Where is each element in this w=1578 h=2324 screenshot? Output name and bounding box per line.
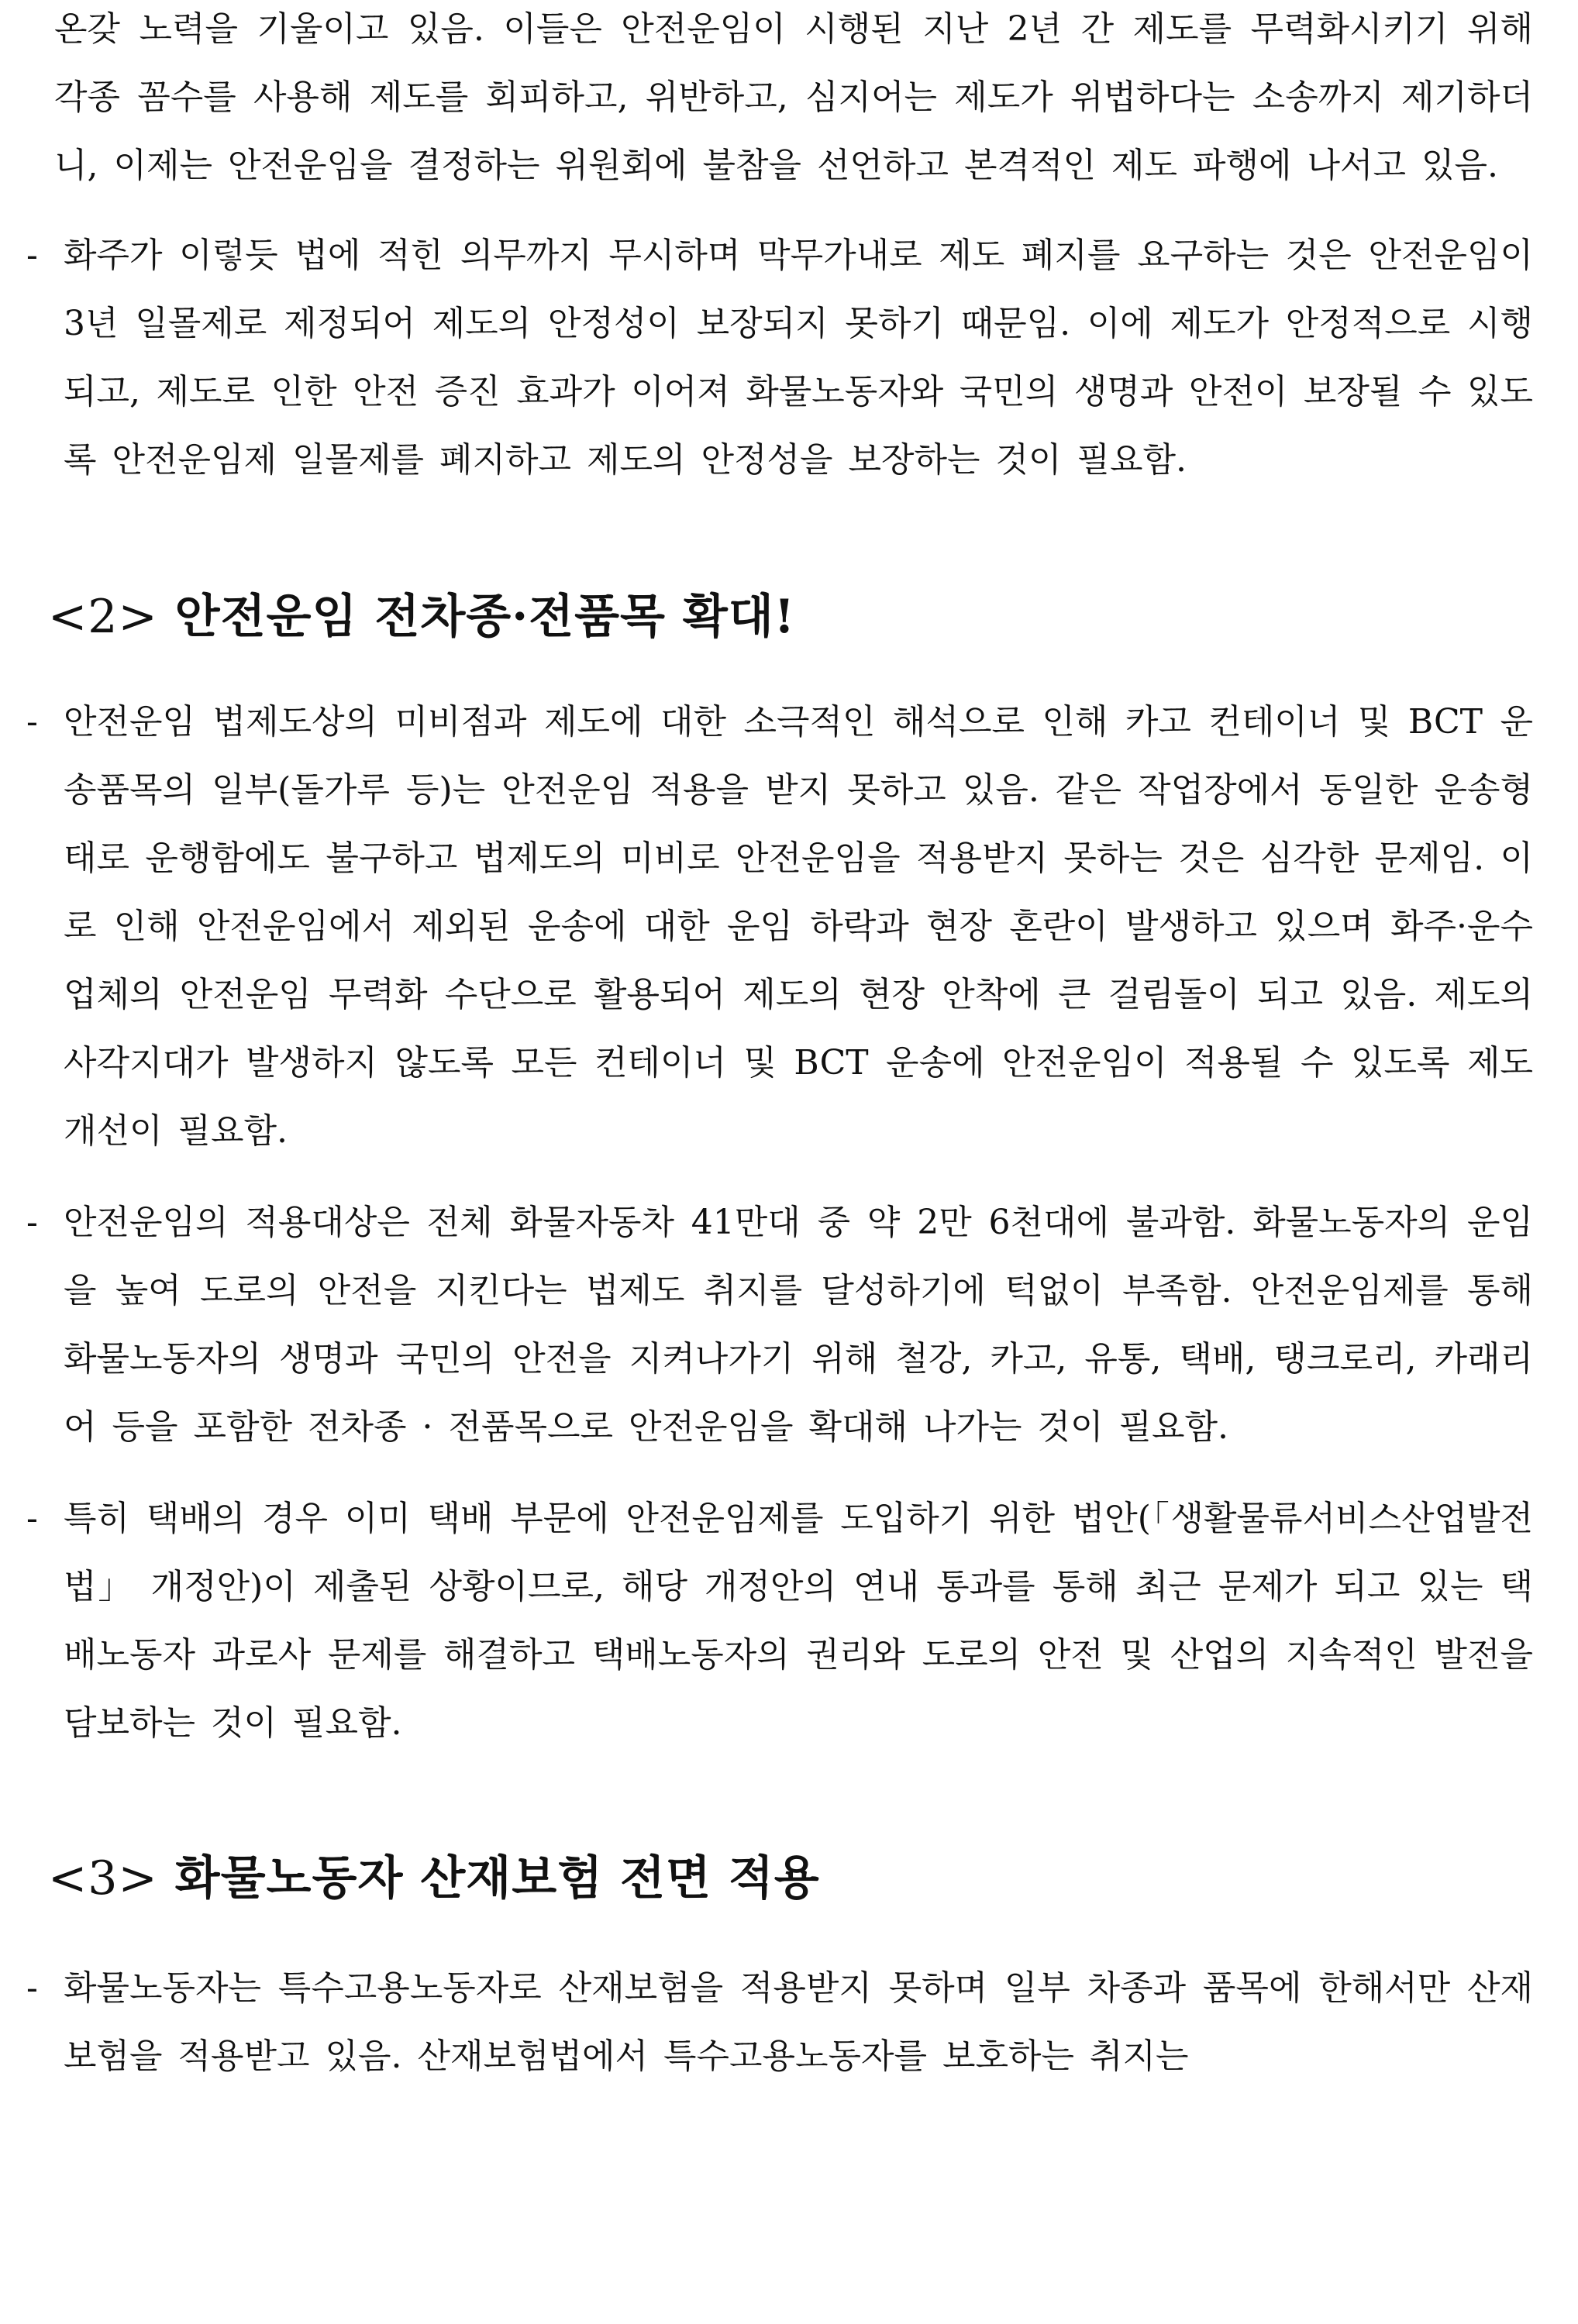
bullet-item [26, 688, 1533, 1165]
bullet-text: 특히 택배의 경우 이미 택배 부문에 안전운임제를 도입하기 위한 법안(「생활물류서비스산업발전법」 개정안)이 제출된 상황이므로, 해당 개정안의 연내 통과를 통해 최근 문제가 되고 있는 택배노동자 과로사 문제를 해결하고 택배노동자의 권리와 도로의 안전 및 산업의 지속적인 발전을 담보하는 것이 필요함. [64, 1499, 1533, 1743]
dash-marker: - [26, 236, 38, 275]
bullet-paragraph [26, 1485, 1533, 1758]
section-title: 안전운임 전차종·전품목 확대! [174, 590, 796, 644]
bullet-text: 안전운임 법제도상의 미비점과 제도에 대한 소극적인 해석으로 인해 카고 컨테이너 및 BCT 운송품목의 일부(돌가루 등)는 안전운임 적용을 받지 못하고 있음. 같은 작업장에서 동일한 운송형태로 운행함에도 불구하고 법제도의 미비로 안전운임을 적용받지 못하는 것은 심각한 문제임. 이로 인해 안전운임에서 제외된 운송에 대한 운임 하락과 현장 혼란이 발생하고 있으며 화주·운수업체의 안전운임 무력화 수단으로 활용되어 제도의 현장 안착에 큰 걸림돌이 되고 있음. 제도의 사각지대가 발생하지 않도록 모든 컨테이너 및 BCT 운송에 안전운임이 적용될 수 있도록 제도개선이 필요함. [64, 702, 1533, 1151]
bullet-item [26, 1485, 1533, 1758]
bullet-paragraph [26, 222, 1533, 494]
section-number: <2> [48, 590, 158, 644]
dash-marker: - [26, 1968, 38, 2008]
section-heading [45, 586, 1533, 648]
paragraph-continuation [45, 0, 1533, 200]
bullet-text: 화주가 이렇듯 법에 적힌 의무까지 무시하며 막무가내로 제도 폐지를 요구하는 것은 안전운임이 3년 일몰제로 제정되어 제도의 안정성이 보장되지 못하기 때문임. 이에 제도가 안정적으로 시행되고, 제도로 인한 안전 증진 효과가 이어져 화물노동자와 국민의 생명과 안전이 보장될 수 있도록 안전운임제 일몰제를 폐지하고 제도의 안정성을 보장하는 것이 필요함. [64, 236, 1533, 480]
bullet-paragraph [26, 1954, 1533, 2091]
bullet-text: 안전운임의 적용대상은 전체 화물자동차 41만대 중 약 2만 6천대에 불과함. 화물노동자의 운임을 높여 도로의 안전을 지킨다는 법제도 취지를 달성하기에 턱없이 부족함. 안전운임제를 통해 화물노동자의 생명과 국민의 안전을 지켜나가기 위해 철강, 카고, 유통, 택배, 탱크로리, 카래리어 등을 포함한 전차종 · 전품목으로 안전운임을 확대해 나가는 것이 필요함. [64, 1203, 1534, 1447]
bullet-item [26, 222, 1533, 494]
bullet-paragraph [26, 1189, 1534, 1462]
section-heading [45, 1847, 1533, 1909]
bullet-item [26, 1954, 1533, 2091]
paragraph-text: 온갖 노력을 기울이고 있음. 이들은 안전운임이 시행된 지난 2년 간 제도를 무력화시키기 위해 각종 꼼수를 사용해 제도를 회피하고, 위반하고, 심지어는 제도가 위법하다는 소송까지 제기하더니, 이제는 안전운임을 결정하는 위원회에 불참을 선언하고 본격적인 제도 파행에 나서고 있음. [54, 9, 1533, 185]
section-number: <3> [48, 1851, 158, 1906]
dash-marker: - [26, 702, 38, 742]
dash-marker: - [26, 1499, 38, 1538]
bullet-item [26, 1189, 1534, 1462]
bullet-paragraph [26, 688, 1533, 1165]
bullet-text: 화물노동자는 특수고용노동자로 산재보험을 적용받지 못하며 일부 차종과 품목에 한해서만 산재보험을 적용받고 있음. 산재보험법에서 특수고용노동자를 보호하는 취지는 [64, 1968, 1533, 2076]
section-title: 화물노동자 산재보험 전면 적용 [174, 1851, 820, 1906]
dash-marker: - [26, 1203, 38, 1242]
